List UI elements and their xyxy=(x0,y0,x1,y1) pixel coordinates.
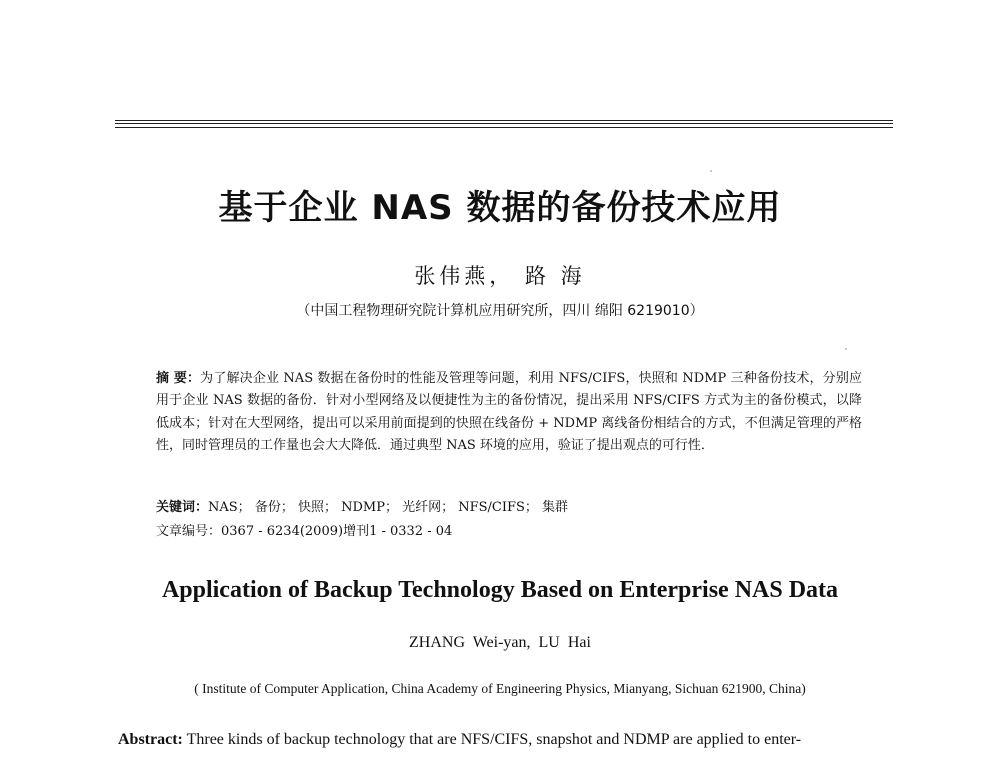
english-abstract-text: Three kinds of backup technology that are NFS/CIFS, snapshot and NDMP are applied to enter- xyxy=(182,731,802,748)
english-affiliation: ( Institute of Computer Application, China Academy of Engineering Physics, Mianyang, Sichuan 621900, China) xyxy=(194,681,806,696)
article-number-value: 0367 - 6234(2009)增刊1 - 0332 - 04 xyxy=(221,524,453,539)
chinese-keywords xyxy=(156,498,862,518)
english-title: Application of Backup Technology Based on Enterprise NAS Data xyxy=(161,577,839,603)
chinese-title: 基于企业 NAS 数据的备份技术应用 xyxy=(218,188,782,228)
article-number xyxy=(156,522,862,542)
chinese-affiliation: （中国工程物理研究院计算机应用研究所，四川 绵阳 6219010） xyxy=(296,303,704,319)
header-rule-bottom xyxy=(115,127,893,128)
chinese-authors: 张伟燕， 路 海 xyxy=(414,264,586,288)
chinese-abstract-label: 摘 要： xyxy=(156,371,201,386)
chinese-keywords-label: 关键词： xyxy=(156,500,209,515)
header-rule-top xyxy=(115,120,893,121)
english-abstract xyxy=(118,731,894,749)
scan-speck xyxy=(710,170,712,172)
header-rule-middle xyxy=(115,123,893,124)
article-number-label: 文章编号： xyxy=(156,524,222,539)
chinese-abstract-text: 为了解决企业 NAS 数据在备份时的性能及管理等问题，利用 NFS/CIFS，快照和 NDMP 三种备份技术，分别应用于企业 NAS 数据的备份．针对小型网络及以便捷性为主的备份情况，提出采用 NFS/CIFS 方式为主的备份模式，以降低成本；针对在大型网络，提出可以采用前面提到的快照在线备份 + NDMP 离线备份相结合的方式，不但满足管理的严格性，同时管理员的工作量也会大大降低．通过典型 NAS 环境的应用，验证了提出观点的可行性． xyxy=(156,371,862,453)
english-authors: ZHANG Wei-yan, LU Hai xyxy=(409,634,591,651)
chinese-abstract xyxy=(156,368,862,457)
scan-speck xyxy=(845,348,847,350)
chinese-keywords-text: NAS； 备份； 快照； NDMP； 光纤网； NFS/CIFS； 集群 xyxy=(208,500,569,515)
english-abstract-label: Abstract: xyxy=(118,731,183,748)
